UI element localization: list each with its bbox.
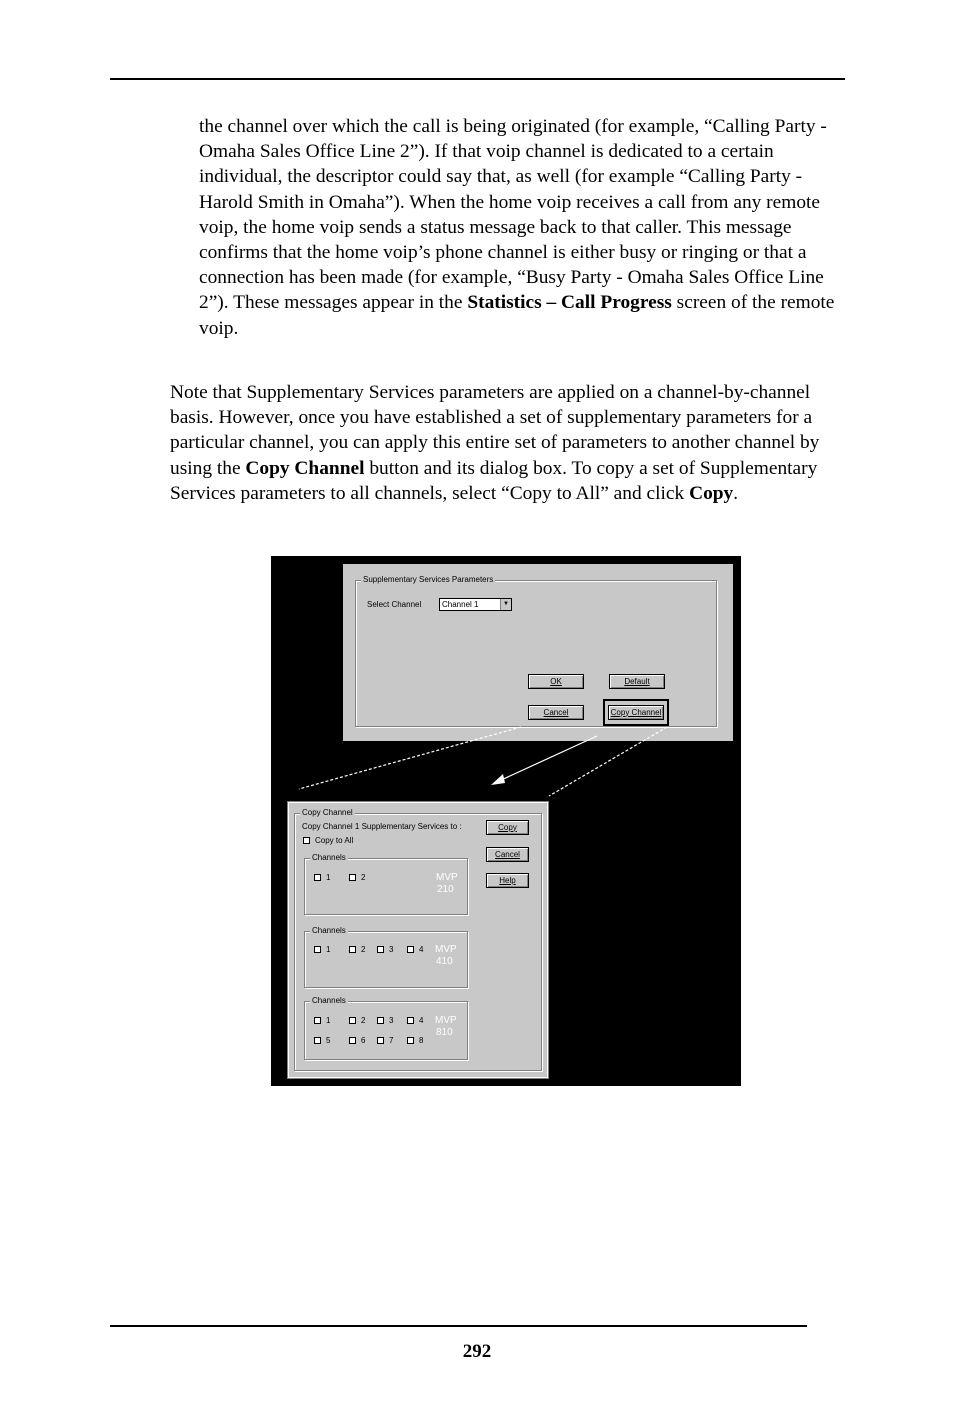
channels-group-mvp-210 xyxy=(304,853,468,915)
text-run: the channel over which the call is being originated (for example, “Calling Party - Omaha Sales Office Line 2”). If that voip channel is dedicated to a certain individual, the descriptor could say that, as well (for example “Calling Party - Harold Smith in Omaha”). When the home voip receives a call from any remote voip, the home voip sends a status message back to that caller. This message confirms that the home voip’s phone channel is either busy or ringing or that a connection has been made (for example, “Busy Party - Omaha Sales Office Line 2”). These messages appear in the xyxy=(199,116,827,314)
copy-cancel-button[interactable]: Cancel xyxy=(486,847,529,862)
text-run: button and its dialog box. To copy a set of Supplementary Services parameters to all channels, select “Copy to All” and click xyxy=(170,457,818,504)
channel-label: 2 xyxy=(361,945,366,954)
channel-label: 5 xyxy=(326,1036,331,1045)
screenshot-figure xyxy=(271,556,741,1086)
footer-rule xyxy=(110,1325,807,1327)
channel-label: 4 xyxy=(419,945,424,954)
channel-label: 1 xyxy=(326,1016,331,1025)
mvp-model-label: MVP xyxy=(436,872,458,883)
channel-checkbox[interactable] xyxy=(407,946,414,953)
copy-button[interactable]: Copy xyxy=(486,820,529,835)
paragraph-copy-channel xyxy=(170,380,840,506)
copy-channel-title: Copy Channel xyxy=(302,808,353,817)
page-number: 292 xyxy=(462,1341,492,1362)
channel-label: 1 xyxy=(326,945,331,954)
select-channel-label: Select Channel xyxy=(367,600,422,609)
bold-term: Statistics – Call Progress xyxy=(467,292,672,314)
help-button[interactable]: Help xyxy=(486,873,529,888)
chevron-down-icon[interactable]: ▼ xyxy=(500,599,511,610)
channel-checkbox[interactable] xyxy=(377,1037,384,1044)
channel-checkbox[interactable] xyxy=(377,1017,384,1024)
channel-checkbox[interactable] xyxy=(349,1017,356,1024)
channel-label: 8 xyxy=(419,1036,424,1045)
channel-checkbox[interactable] xyxy=(349,874,356,881)
supplementary-services-title: Supplementary Services Parameters xyxy=(363,575,494,584)
channel-label: 7 xyxy=(389,1036,394,1045)
copy-to-all-checkbox[interactable] xyxy=(303,837,310,844)
copy-instruction-label: Copy Channel 1 Supplementary Services to : xyxy=(302,822,462,831)
default-button[interactable]: Default xyxy=(609,674,665,689)
channel-checkbox[interactable] xyxy=(314,1037,321,1044)
bold-term: Copy xyxy=(689,482,734,504)
mvp-model-number: 410 xyxy=(436,956,453,967)
mvp-model-label: MVP xyxy=(435,944,457,955)
text-run: Note that Supplementary Services parameters are applied on a channel-by-channel basis. However, once you have established a set of supplementary parameters for a particular channel, you can apply this entire set of parameters to another channel by using the xyxy=(170,382,820,479)
channel-label: 2 xyxy=(361,873,366,882)
channel-label: 2 xyxy=(361,1016,366,1025)
channel-checkbox[interactable] xyxy=(349,946,356,953)
channel-checkbox[interactable] xyxy=(407,1037,414,1044)
mvp-model-label: MVP xyxy=(435,1015,457,1026)
channel-label: 6 xyxy=(361,1036,366,1045)
header-rule xyxy=(110,78,845,80)
cancel-button[interactable]: Cancel xyxy=(528,705,584,720)
channels-group-mvp-410 xyxy=(304,926,468,988)
channel-checkbox[interactable] xyxy=(377,946,384,953)
channel-checkbox[interactable] xyxy=(349,1037,356,1044)
text-run: . xyxy=(733,482,739,504)
mvp-model-number: 810 xyxy=(436,1027,453,1038)
channel-label: 3 xyxy=(389,1016,394,1025)
channel-label: 1 xyxy=(326,873,331,882)
mvp-model-number: 210 xyxy=(437,884,454,895)
copy-to-all-label: Copy to All xyxy=(315,836,354,845)
channels-group-label: Channels xyxy=(312,853,346,862)
channel-checkbox[interactable] xyxy=(314,946,321,953)
channels-group-label: Channels xyxy=(312,996,346,1005)
channel-checkbox[interactable] xyxy=(314,874,321,881)
bold-term: Copy Channel xyxy=(245,457,365,479)
select-channel-value: Channel 1 xyxy=(442,600,479,609)
copy-channel-dialog xyxy=(288,802,548,1078)
paragraph-call-progress xyxy=(199,114,839,341)
channel-label: 3 xyxy=(389,945,394,954)
text-run: screen of the remote voip. xyxy=(199,292,835,339)
channel-checkbox[interactable] xyxy=(314,1017,321,1024)
channel-label: 4 xyxy=(419,1016,424,1025)
channels-group-mvp-810 xyxy=(304,996,468,1060)
ok-button[interactable]: OK xyxy=(528,674,584,689)
channels-group-label: Channels xyxy=(312,926,346,935)
channel-checkbox[interactable] xyxy=(407,1017,414,1024)
copy-channel-button[interactable]: Copy Channel xyxy=(608,705,664,720)
